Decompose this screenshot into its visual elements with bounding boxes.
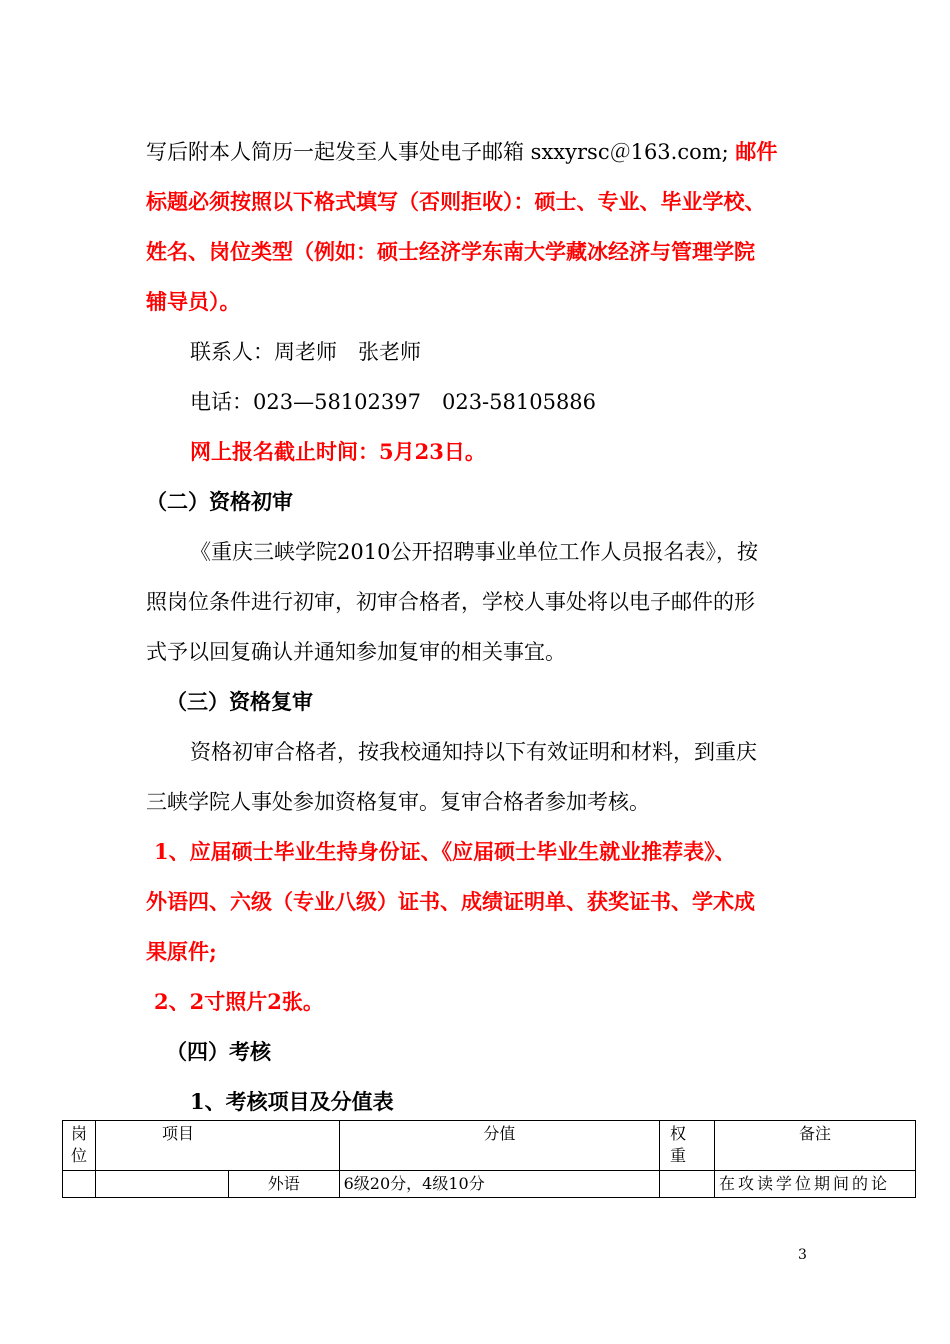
header-note: 备注 xyxy=(715,1121,916,1171)
paragraph1-line4: 辅导员）。 xyxy=(146,289,241,314)
header-post: 岗位 xyxy=(63,1121,96,1171)
section3-line2: 三峡学院人事处参加资格复审。复审合格者参加考核。 xyxy=(146,790,650,814)
contact-persons: 联系人：周老师 张老师 xyxy=(190,340,421,364)
section2-line2: 照岗位条件进行初审，初审合格者，学校人事处将以电子邮件的形 xyxy=(146,590,755,614)
registration-deadline: 网上报名截止时间：5月23日。 xyxy=(190,439,486,464)
table-header-row xyxy=(63,1121,916,1171)
paragraph1-line1 xyxy=(146,138,777,166)
paragraph1-line1-red: 邮件 xyxy=(735,139,778,164)
contact-phone: 电话：023—58102397 023-58105886 xyxy=(190,390,597,414)
section2-line3: 式予以回复确认并通知参加复审的相关事宜。 xyxy=(146,640,566,664)
section3-heading: （三）资格复审 xyxy=(166,689,313,714)
paragraph1-line2: 标题必须按照以下格式填写（否则拒收）：硕士、专业、毕业学校、 xyxy=(146,189,766,214)
paragraph1-line3: 姓名、岗位类型（例如：硕士经济学东南大学藏冰经济与管理学院 xyxy=(146,239,755,264)
section2-heading: （二）资格初审 xyxy=(146,489,293,514)
cell-note: 在攻读学位期间的论 xyxy=(715,1171,916,1198)
section2-line1: 《重庆三峡学院2010公开招聘事业单位工作人员报名表》，按 xyxy=(190,540,758,564)
header-weight: 权重 xyxy=(660,1121,715,1171)
section4-subheading: 1、考核项目及分值表 xyxy=(190,1089,394,1114)
section3-item1-line1: 1、应届硕士毕业生持身份证、《应届硕士毕业生就业推荐表》、 xyxy=(154,839,736,864)
section3-line1: 资格初审合格者，按我校通知持以下有效证明和材料，到重庆 xyxy=(190,740,757,764)
section3-item1-line2: 外语四、六级（专业八级）证书、成绩证明单、获奖证书、学术成 xyxy=(146,889,755,914)
score-table xyxy=(62,1120,916,1198)
section3-item2: 2、2寸照片2张。 xyxy=(154,989,324,1014)
header-item: 项目 xyxy=(95,1121,339,1171)
cell-score: 6级20分，4级10分 xyxy=(339,1171,659,1198)
table-row xyxy=(63,1171,916,1198)
cell-weight xyxy=(660,1171,715,1198)
page-number: 3 xyxy=(798,1247,807,1263)
cell-item-name: 外语 xyxy=(228,1171,339,1198)
paragraph1-line1-text: 写后附本人简历一起发至人事处电子邮箱 sxxyrsc＠163.com; xyxy=(146,140,736,164)
header-score: 分值 xyxy=(339,1121,659,1171)
section3-item1-line3: 果原件; xyxy=(146,939,217,964)
section4-heading: （四）考核 xyxy=(166,1039,271,1064)
cell-category xyxy=(95,1171,228,1198)
cell-post xyxy=(63,1171,96,1198)
